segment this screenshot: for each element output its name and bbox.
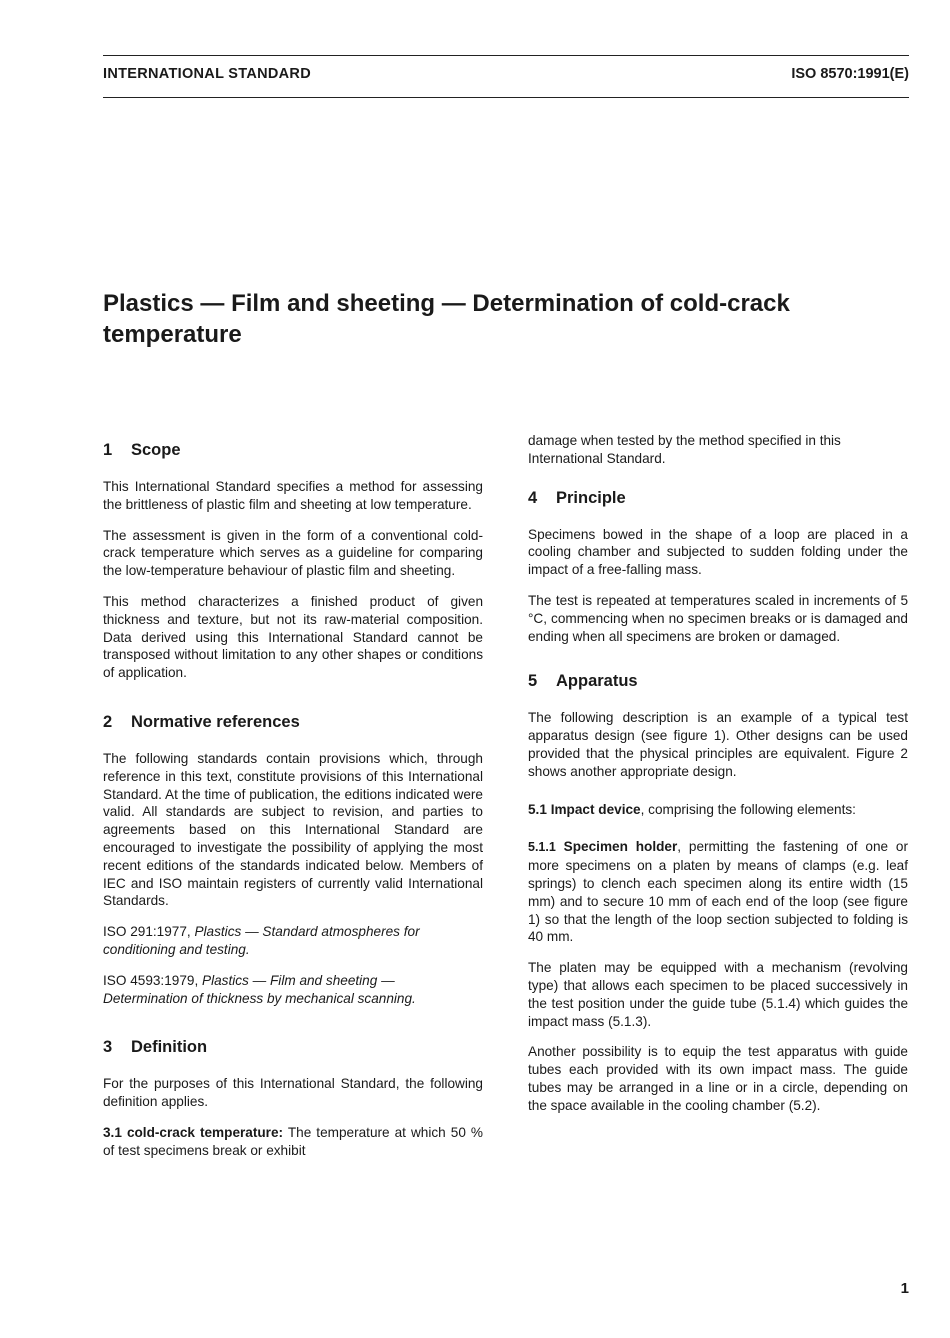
section-heading-definition bbox=[103, 1037, 483, 1057]
principle-paragraph-2: The test is repeated at temperatures scaled in increments of 5 °C, commencing when no specimen breaks or is damaged and ending when all specimens are broken or damaged. bbox=[528, 592, 908, 644]
header-rule-top bbox=[103, 55, 909, 56]
section-title: Principle bbox=[556, 488, 626, 507]
apparatus-paragraph-3: Another possibility is to equip the test apparatus with guide tubes each provided with its own impact mass. The guide tubes may be arranged in a line or in a circle, depending on the space available in the cooling chamber (5.2). bbox=[528, 1044, 908, 1113]
definition-paragraph: For the purposes of this International Standard, the following definition applies. bbox=[103, 1076, 483, 1110]
definition-text: The temperature at which 50 % of test specimens break or exhibit bbox=[103, 1124, 483, 1158]
clause-number: 3.1 bbox=[103, 1124, 122, 1140]
section-number: 4 bbox=[528, 488, 538, 507]
section-heading-normative-references bbox=[103, 712, 483, 732]
document-title: Plastics — Film and sheeting — Determination of cold-crack temperature bbox=[103, 290, 790, 348]
apparatus-paragraph-1: The following description is an example of a typical test apparatus design (see figure 1). Other designs can be used provided that the physical principles are equivalent. Figure 2 shows another appropriate design. bbox=[528, 710, 908, 779]
section-number: 1 bbox=[103, 441, 113, 459]
clause-term: Specimen holder bbox=[563, 839, 678, 855]
clause-5-1-1 bbox=[528, 838, 908, 946]
defined-term: cold-crack temperature: bbox=[126, 1124, 284, 1140]
clause-text: , comprising the following elements: bbox=[640, 801, 856, 817]
clause-5-1 bbox=[528, 801, 908, 819]
section-number: 5 bbox=[528, 672, 538, 691]
section-heading-scope bbox=[103, 440, 483, 460]
reference-code: ISO 4593:1979, bbox=[103, 972, 199, 988]
page-number: 1 bbox=[900, 1280, 909, 1297]
principle-paragraph-1: Specimens bowed in the shape of a loop are placed in a cooling chamber and subjected to sudden folding under the impact of a free-falling mass. bbox=[528, 526, 908, 578]
reference-title: Plastics — Standard atmospheres for conditioning and testing. bbox=[103, 924, 420, 957]
clause-number: 5.1 bbox=[528, 801, 547, 817]
section-title: Scope bbox=[131, 441, 181, 459]
section-title: Definition bbox=[131, 1038, 208, 1057]
clause-text: , permitting the fastening of one or more specimens on a platen by means of clamps (e.g. leaf springs) to clench each specimen along its entire width (15 mm) and to secure 10 mm of each end of the loop (see figure 1) so that the length of the loop section subjected to folding is 40 mm. bbox=[528, 839, 908, 945]
normative-paragraph: The following standards contain provisions which, through reference in this text, constitute provisions of this International Standard. At the time of publication, the editions indicated were valid. All standards are subject to revision, and parties to agreements based on this International Standard are encouraged to investigate the possibility of applying the most recent editions of the standards indicated below. Members of IEC and ISO maintain registers of currently valid International Standards. bbox=[103, 750, 483, 909]
header-standard-number: ISO 8570:1991(E) bbox=[791, 66, 909, 82]
section-title: Apparatus bbox=[556, 672, 638, 691]
header-standard-type: INTERNATIONAL STANDARD bbox=[103, 66, 311, 82]
reference-title: Plastics — Film and sheeting — Determination of thickness by mechanical scanning. bbox=[103, 972, 416, 1006]
section-number: 3 bbox=[103, 1038, 113, 1057]
scope-paragraph-2: The assessment is given in the form of a conventional cold-crack temperature which serves as a guideline for comparing the low-temperature behaviour of plastic film and sheeting. bbox=[103, 527, 483, 579]
section-heading-principle bbox=[528, 488, 908, 508]
section-title: Normative references bbox=[131, 712, 300, 731]
right-column bbox=[528, 432, 908, 1128]
header-rule-bottom bbox=[103, 97, 909, 98]
definition-3-1 bbox=[103, 1124, 483, 1160]
scope-paragraph-1: This International Standard specifies a method for assessing the brittleness of plastic film and sheeting at low temperature. bbox=[103, 479, 483, 512]
scope-paragraph-3: This method characterizes a finished product of given thickness and texture, but not its raw-material composition. Data derived using this International Standard cannot be transposed without limitation to any other shapes or conditions of application. bbox=[103, 593, 483, 681]
definition-continuation: damage when tested by the method specified in this International Standard. bbox=[528, 433, 841, 466]
apparatus-paragraph-2: The platen may be equipped with a mechanism (revolving type) that allows each specimen to be placed successively in the test position under the guide tube (5.1.4) which guides the impact mass (5.1.3). bbox=[528, 960, 908, 1029]
left-column bbox=[103, 432, 483, 1173]
section-number: 2 bbox=[103, 712, 113, 731]
reference-iso-4593 bbox=[103, 972, 483, 1008]
clause-number: 5.1.1 bbox=[528, 840, 556, 855]
reference-code: ISO 291:1977, bbox=[103, 924, 191, 940]
reference-iso-291 bbox=[103, 923, 483, 959]
clause-term: Impact device bbox=[550, 801, 641, 817]
section-heading-apparatus bbox=[528, 671, 908, 691]
